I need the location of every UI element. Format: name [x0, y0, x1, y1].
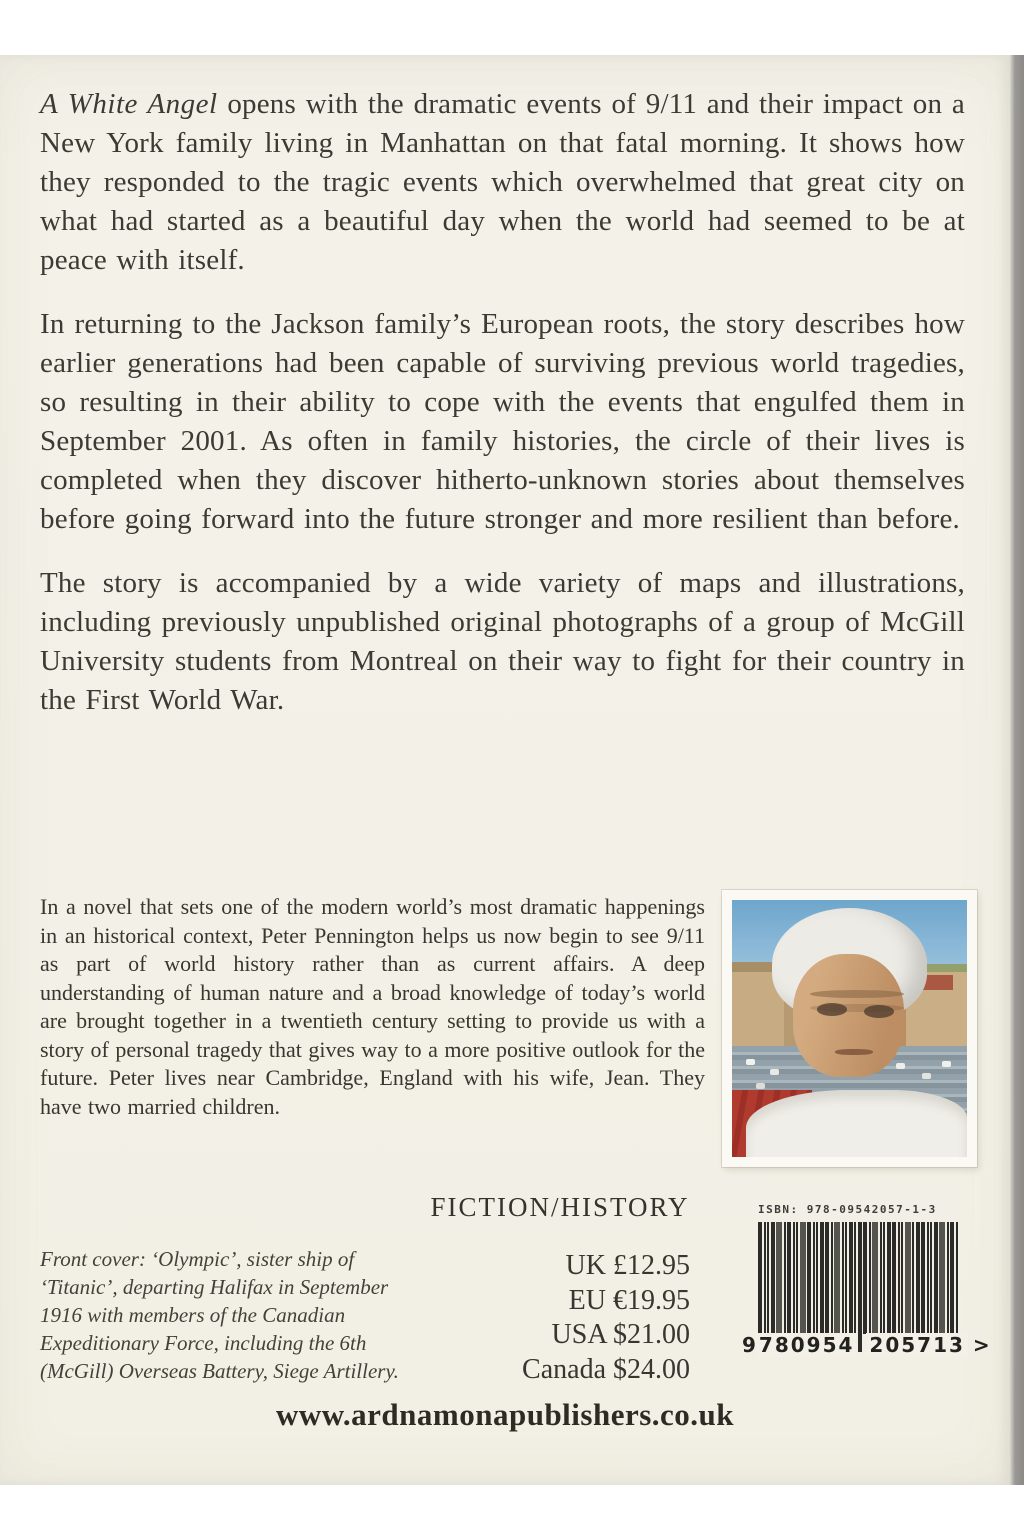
barcode-digit-group-2: 205713	[866, 1333, 968, 1357]
barcode-bar	[863, 1222, 867, 1334]
book-back-cover	[0, 55, 1010, 1485]
barcode-bar	[872, 1222, 878, 1334]
barcode-bar	[825, 1222, 829, 1334]
barcode-bar	[912, 1222, 914, 1334]
barcode-bar	[776, 1222, 782, 1334]
isbn-text: ISBN: 978-09542057-1-3	[758, 1203, 937, 1216]
barcode-bar	[934, 1222, 938, 1334]
price-eu: EU €19.95	[568, 1284, 690, 1316]
barcode-bar	[834, 1222, 840, 1334]
barcode-bar	[916, 1222, 920, 1334]
price-list	[460, 1249, 690, 1387]
barcode-bar	[849, 1222, 853, 1334]
book-edge-shadow	[1010, 55, 1024, 1485]
barcode-bar	[831, 1222, 833, 1334]
barcode	[742, 1203, 990, 1357]
barcode-digit-group-1: 780954	[756, 1333, 858, 1357]
barcode-bar	[898, 1222, 900, 1334]
barcode-bar	[796, 1222, 798, 1334]
publisher-website: www.ardnamonapublishers.co.uk	[275, 1397, 735, 1432]
barcode-bar	[869, 1222, 871, 1334]
barcode-bar	[771, 1222, 775, 1334]
barcode-bar	[813, 1222, 815, 1334]
author-photo-image	[732, 900, 967, 1157]
barcode-bar	[820, 1222, 824, 1334]
barcode-bar	[905, 1222, 911, 1334]
barcode-digit-leading: 9	[742, 1333, 756, 1357]
photo-man-eye	[817, 1003, 848, 1016]
barcode-bar	[787, 1222, 791, 1334]
book-title: A White Angel	[40, 88, 218, 120]
category-label: FICTION/HISTORY	[430, 1192, 690, 1222]
front-cover-credit: Front cover: ‘Olympic’, sister ship of ‘Titanic’, departing Halifax in September 1916 with members of the Canadian Expeditionary Force, including the 6th (McGill) Overseas Battery, Siege Artillery.	[40, 1247, 399, 1383]
price-usa: USA $21.00	[551, 1319, 690, 1350]
photo-man-brows	[810, 990, 904, 998]
synopsis-paragraph-1-text: opens with the dramatic events of 9/11 and their impact on a New York family living in Manhattan on that fatal morning. It shows how they responded to the tragic events which overwhelmed that great city on what had started as a beautiful day when the world had seemed to be at peace with itself.	[40, 88, 966, 276]
barcode-bar	[784, 1222, 786, 1334]
photo-man-shirt	[746, 1090, 967, 1157]
barcode-bar	[892, 1222, 896, 1334]
barcode-bar	[842, 1222, 844, 1334]
barcode-bar	[767, 1222, 769, 1334]
author-bio: In a novel that sets one of the modern world’s most dramatic happenings in an historical context, Peter Pennington helps us now begin to see 9/11 as part of world history rather than as current affairs. A deep understanding of human nature and a broad knowledge of today’s world are brought together in a twentieth century setting to provide us with a story of personal tragedy that gives way to a more positive outlook for the future. Peter lives near Cambridge, England with his wife, Jean. They have two married children.	[40, 894, 705, 1119]
synopsis	[40, 85, 965, 720]
barcode-bar	[793, 1222, 795, 1334]
barcode-digits	[742, 1333, 990, 1357]
price-uk: UK £12.95	[565, 1250, 690, 1281]
photo-boats	[746, 1059, 755, 1065]
barcode-bar	[807, 1222, 811, 1334]
barcode-bar	[901, 1222, 903, 1334]
barcode-bar	[845, 1222, 847, 1334]
synopsis-paragraph-2: In returning to the Jackson family’s European roots, the story describes how earlier generations had been capable of surviving previous world tragedies, so resulting in their ability to cope with the events that engulfed them in September 2001. As often in family histories, the circle of their lives is completed when they discover hitherto-unknown stories about themselves before going forward into the future stronger and more resilient than before.	[40, 308, 965, 535]
barcode-bar	[927, 1222, 929, 1334]
barcode-bar	[883, 1222, 885, 1334]
synopsis-paragraph-1	[40, 85, 965, 280]
synopsis-paragraph-3: The story is accompanied by a wide variety of maps and illustrations, including previously unpublished original photographs of a group of McGill University students from Montreal on their way to fight for their country in the First World War.	[40, 567, 965, 716]
barcode-bar	[887, 1222, 891, 1334]
barcode-bar	[930, 1222, 932, 1334]
price-canada: Canada $24.00	[522, 1353, 690, 1385]
barcode-bar	[947, 1222, 949, 1334]
barcode-bar	[816, 1222, 818, 1334]
author-photo	[722, 890, 977, 1167]
barcode-bar	[800, 1222, 806, 1334]
barcode-chevron: >	[972, 1333, 990, 1357]
barcode-bar	[921, 1222, 925, 1334]
barcode-bar	[939, 1222, 945, 1334]
barcode-bar	[880, 1222, 882, 1334]
